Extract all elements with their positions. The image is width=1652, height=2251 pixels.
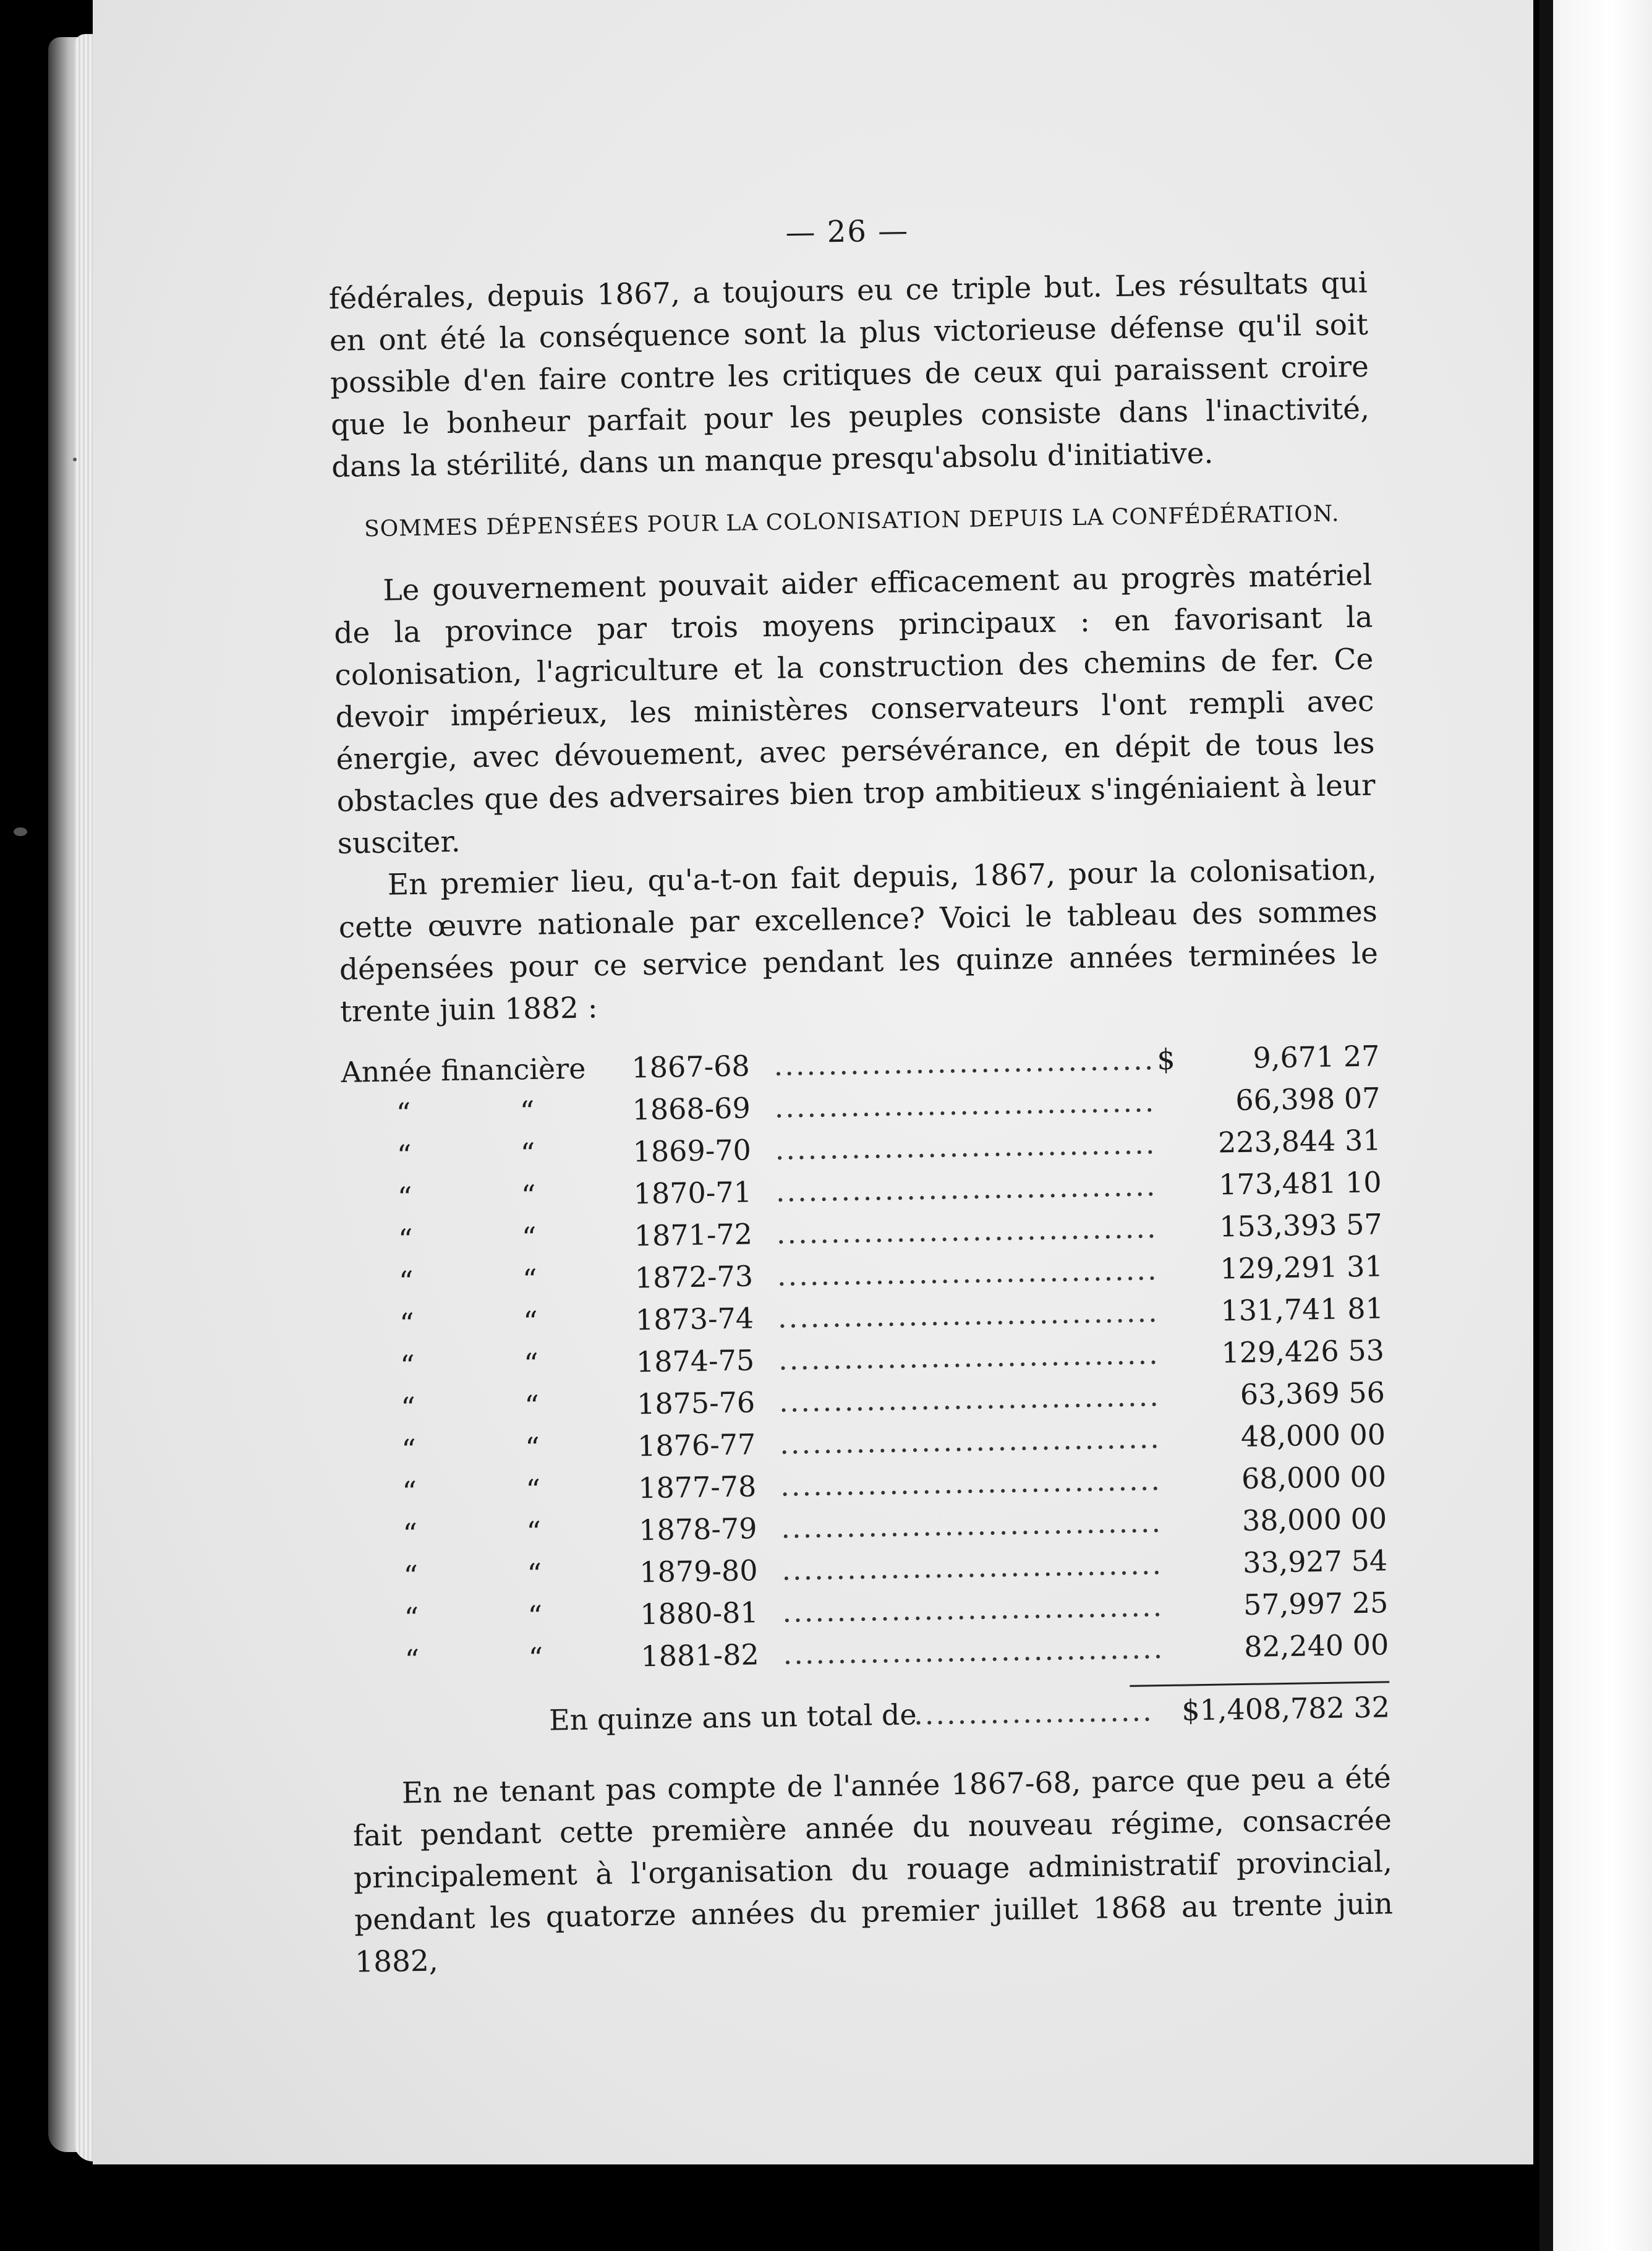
dot-leader (914, 1694, 1156, 1731)
dot-leader (781, 1547, 1160, 1587)
currency-symbol (1157, 1405, 1199, 1406)
currency-symbol (1156, 1321, 1198, 1322)
dot-leader (779, 1379, 1158, 1419)
total-row (351, 1690, 1390, 1751)
ditto-mark: “ (519, 1094, 535, 1129)
ditto-mark: “ (526, 1472, 541, 1507)
amount: 129,426 53 (1221, 1333, 1385, 1370)
fiscal-year: 1870-71 (633, 1175, 752, 1211)
ditto-marks (349, 1555, 640, 1593)
currency-symbol (1158, 1447, 1200, 1448)
dot-leader (783, 1631, 1162, 1671)
currency-symbol (1159, 1489, 1201, 1490)
fiscal-year: 1876-77 (637, 1427, 756, 1463)
paragraph-2: Le gouvernement pouvait aider efficacement au progrès matériel de la province par trois moyens principaux : en favorisant la colonisation, l'agriculture et la construction des chemins de fer. Ce devoir impérieux, les ministères conservateurs l'ont rempli avec énergie, avec dévouement, avec persévérance, en dépit de tous les obstacles que des adversaires bien trop ambitieux s'ingéniaient à leur susciter. (334, 558, 1376, 861)
amount: 48,000 00 (1240, 1417, 1386, 1454)
intro-paragraph: fédérales, depuis 1867, a toujours eu ce triple but. Les résultats qui en ont été la conséquence sont la plus victorieuse défense qu'il soit possible d'en faire contre les critiques de ceux qui paraissent croire que le bonheur parfait pour les peuples consiste dans l'inactivité, dans la stérilité, dans un manque presqu'absolu d'initiative. (328, 265, 1370, 484)
total-rule (1130, 1681, 1389, 1687)
fiscal-year: 1878-79 (638, 1511, 757, 1547)
fiscal-year: 1872-73 (634, 1259, 754, 1295)
ditto-mark: “ (404, 1642, 420, 1677)
amount: 33,927 54 (1242, 1544, 1388, 1580)
ditto-marks (348, 1513, 639, 1551)
dot-leader (777, 1253, 1156, 1292)
amount: 66,398 07 (1235, 1081, 1381, 1117)
ditto-marks (343, 1177, 634, 1215)
amount: 129,291 31 (1219, 1249, 1384, 1286)
ditto-mark: “ (402, 1474, 417, 1509)
dot-leader (775, 1127, 1154, 1166)
currency-symbol (1157, 1363, 1199, 1364)
amount: 9,671 27 (1253, 1039, 1380, 1075)
ditto-mark: “ (402, 1516, 418, 1551)
amount: 57,997 25 (1243, 1586, 1389, 1622)
currency-symbol: $ (1156, 1042, 1176, 1077)
ditto-mark: “ (522, 1262, 538, 1297)
dot-leader (782, 1589, 1161, 1629)
total-amount: $1,408,782 32 (1181, 1690, 1390, 1727)
ditto-mark: “ (397, 1181, 412, 1215)
currency-symbol (1159, 1531, 1201, 1532)
facing-page-strip (1553, 0, 1652, 2251)
ditto-mark: “ (523, 1346, 539, 1381)
ditto-mark: “ (527, 1557, 542, 1591)
ditto-marks (347, 1471, 639, 1509)
dot-leader (780, 1421, 1159, 1461)
ditto-mark: “ (528, 1641, 543, 1675)
ditto-marks (345, 1303, 636, 1341)
ditto-marks (347, 1429, 638, 1467)
dot-leader (781, 1505, 1160, 1545)
ditto-marks (346, 1387, 637, 1425)
ditto-marks (341, 1093, 632, 1130)
fiscal-year: 1879-80 (639, 1553, 758, 1589)
amount: 131,741 81 (1220, 1291, 1384, 1328)
amount: 173,481 10 (1218, 1165, 1382, 1202)
ditto-marks (342, 1135, 633, 1172)
ditto-mark: “ (522, 1304, 539, 1339)
amount: 63,369 56 (1240, 1375, 1386, 1412)
section-heading: SOMMES DÉPENSÉES POUR LA COLONISATION DEPUIS LA CONFÉDÉRATION. (364, 501, 1340, 542)
amount: 223,844 31 (1217, 1123, 1381, 1160)
gutter-bar (1539, 0, 1553, 2251)
fiscal-year: 1868-69 (632, 1091, 751, 1127)
ditto-mark: “ (396, 1096, 411, 1130)
dot-leader (776, 1211, 1155, 1250)
fiscal-year: 1875-76 (636, 1385, 756, 1421)
fiscal-year: 1881-82 (641, 1638, 760, 1673)
currency-symbol (1161, 1615, 1203, 1616)
ditto-mark: “ (526, 1514, 542, 1549)
paragraph-3: En premier lieu, qu'a-t-on fait depuis, 1867, pour la colonisation, cette œuvre nationale par excellence? Voici le tableau des sommes dépensées pour ce service pendant les quinze années terminées le trente juin 1882 : (338, 852, 1379, 1029)
amount: 82,240 00 (1243, 1628, 1389, 1664)
dot-leader (777, 1295, 1156, 1335)
scan-speck (73, 458, 77, 461)
amount: 68,000 00 (1241, 1459, 1387, 1496)
ditto-mark: “ (521, 1178, 536, 1213)
dot-leader (780, 1463, 1159, 1503)
scan-speck (14, 827, 27, 836)
ditto-mark: “ (399, 1307, 415, 1341)
scan-background (0, 2164, 1539, 2251)
amount: 153,393 57 (1219, 1207, 1383, 1244)
fiscal-year: 1874-75 (636, 1343, 755, 1379)
ditto-mark: “ (400, 1391, 416, 1425)
ditto-mark: “ (398, 1265, 414, 1299)
dot-leader (773, 1043, 1152, 1082)
currency-symbol (1162, 1657, 1204, 1658)
ditto-marks (346, 1345, 637, 1383)
ditto-mark: “ (524, 1388, 540, 1423)
total-label: En quinze ans un total de (548, 1698, 918, 1737)
page-content (328, 207, 1394, 1984)
ditto-mark: “ (401, 1433, 417, 1467)
ditto-marks (343, 1219, 634, 1257)
paragraph-4: En ne tenant pas compte de l'année 1867-68, parce que peu a été fait pendant cette première année du nouveau régime, consacrée principalement à l'organisation du rouage administratif provincial, pendant les quatorze années du premier juillet 1868 au trente juin 1882, (352, 1761, 1394, 1980)
fiscal-year: 1880-81 (639, 1595, 759, 1631)
ditto-mark: “ (520, 1136, 535, 1171)
fiscal-year: 1871-72 (634, 1217, 753, 1253)
ditto-mark: “ (403, 1558, 419, 1593)
ditto-mark: “ (527, 1599, 543, 1633)
fiscal-year: 1877-78 (637, 1469, 757, 1505)
ditto-mark: “ (396, 1138, 412, 1172)
amount: 38,000 00 (1241, 1501, 1387, 1538)
ditto-mark: “ (399, 1349, 415, 1383)
ditto-marks (349, 1597, 641, 1635)
fiscal-year-label: Année financière (341, 1051, 586, 1089)
dot-leader (775, 1169, 1154, 1208)
ditto-marks (350, 1639, 641, 1677)
fiscal-year: 1873-74 (635, 1301, 754, 1337)
page-number: — 26 — (785, 213, 909, 250)
ditto-mark: “ (404, 1600, 419, 1635)
dot-leader (774, 1085, 1153, 1124)
expenditure-table (341, 1039, 1390, 1751)
ditto-mark: “ (524, 1430, 540, 1465)
fiscal-year: 1869-70 (632, 1133, 752, 1169)
currency-symbol (1160, 1573, 1202, 1574)
dot-leader (778, 1337, 1157, 1377)
ditto-mark: “ (521, 1220, 537, 1255)
ditto-marks (344, 1261, 635, 1299)
ditto-mark: “ (398, 1223, 414, 1257)
fiscal-year: 1867-68 (631, 1049, 751, 1085)
